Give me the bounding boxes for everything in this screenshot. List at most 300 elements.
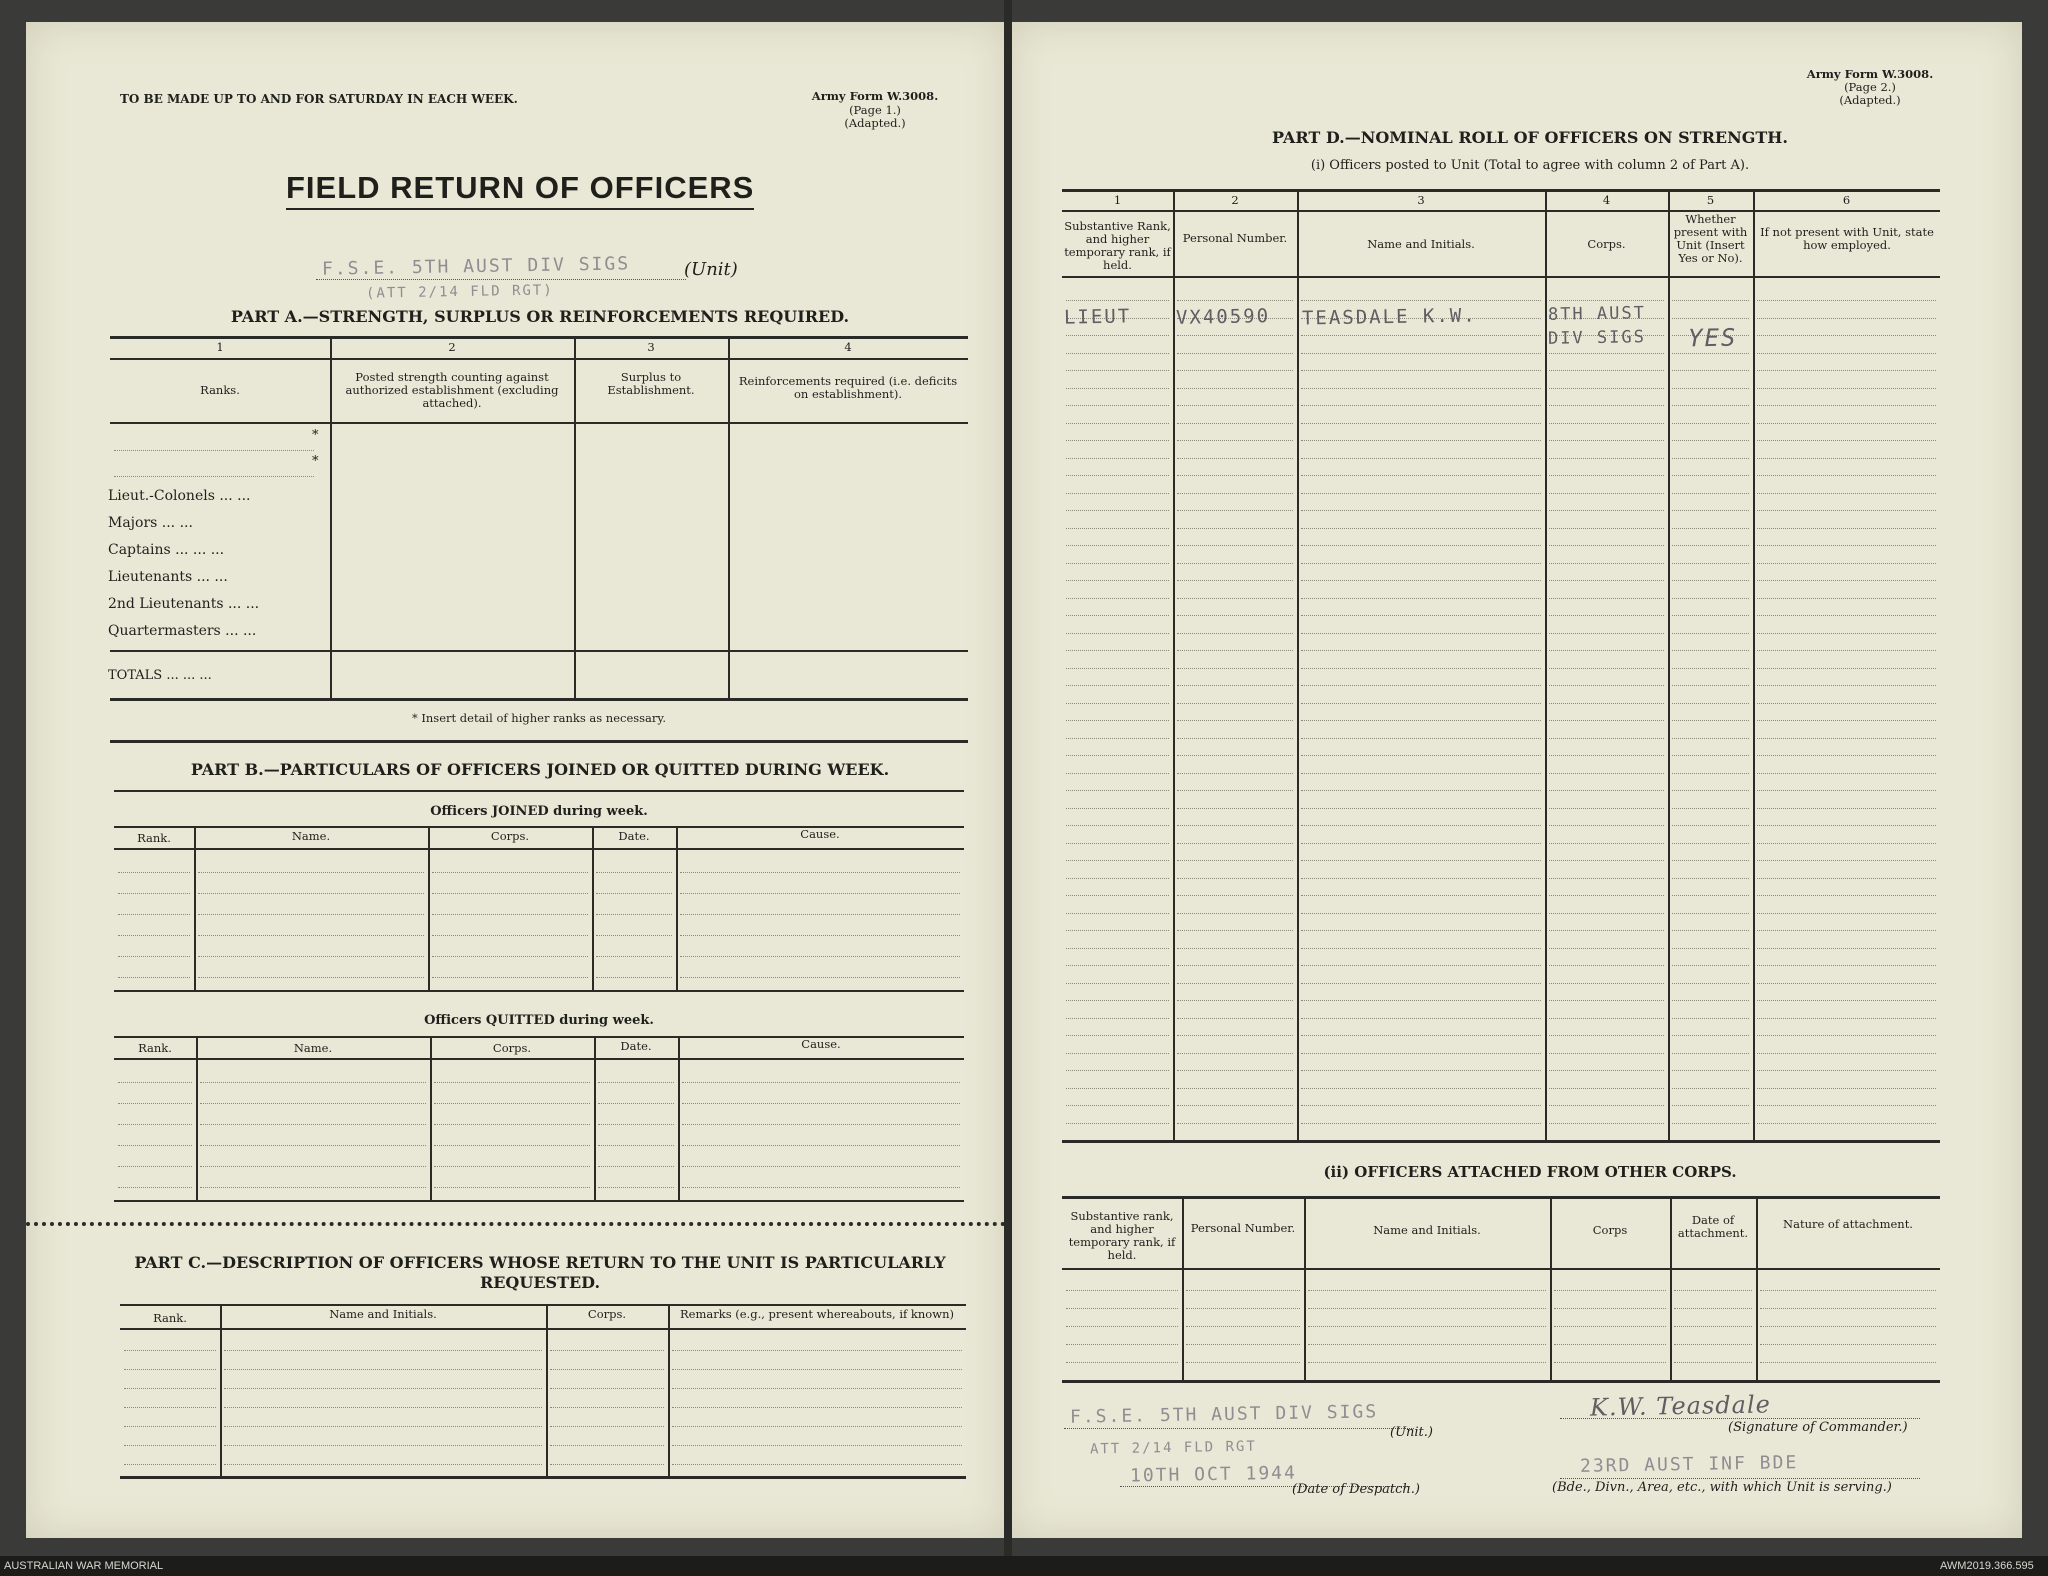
ruled-line [1757, 423, 1936, 424]
ruled-line [682, 1103, 960, 1104]
ruled-line [118, 1082, 192, 1083]
ruled-line [1301, 948, 1541, 949]
ruled-line [1549, 545, 1664, 546]
ruled-line [1757, 405, 1936, 406]
ruled-line [550, 1350, 664, 1351]
ruled-line [1066, 755, 1169, 756]
bde-handwriting: 23RD AUST INF BDE [1579, 1452, 1799, 1477]
ruled-line [198, 914, 424, 915]
page-title: FIELD RETURN OF OFFICERS [286, 170, 754, 210]
ruled-line [1672, 388, 1749, 389]
ruled-line [1757, 370, 1936, 371]
ruled-line [1177, 790, 1293, 791]
part-d-vline-5 [1753, 189, 1755, 1140]
part-d-head-corps: Corps. [1587, 237, 1626, 251]
unit-dotline [316, 279, 686, 280]
ruled-line [1757, 388, 1936, 389]
ruled-line [1177, 860, 1293, 861]
ruled-line [1177, 580, 1293, 581]
ruled-line [1757, 458, 1936, 459]
part-d2-col-corps: Corps [1592, 1223, 1628, 1237]
ruled-line [1301, 510, 1541, 511]
ruled-line [598, 1145, 674, 1146]
ruled-line [1066, 878, 1169, 879]
quitted-col-date: Date. [620, 1039, 652, 1053]
entry-present: YES [1687, 323, 1738, 353]
part-d2-col-rank: Substantive rank, and higher temporary rank, if held. [1068, 1209, 1176, 1262]
part-a-colnum-2: 2 [448, 340, 456, 354]
ruled-line [1757, 440, 1936, 441]
ruled-line [1672, 878, 1749, 879]
ruled-line [1554, 1290, 1666, 1291]
ruled-line [1672, 1123, 1749, 1124]
ruled-line [1066, 1000, 1169, 1001]
ruled-line [1760, 1308, 1936, 1309]
ruled-line [1066, 1070, 1169, 1071]
archive-credit: AUSTRALIAN WAR MEMORIAL [4, 1560, 164, 1572]
ruled-line [1549, 528, 1664, 529]
ruled-line [1301, 720, 1541, 721]
ruled-line [550, 1464, 664, 1465]
ruled-line [118, 1187, 192, 1188]
quitted-vline-3 [594, 1036, 596, 1200]
ruled-line [1549, 650, 1664, 651]
ruled-line [1177, 983, 1293, 984]
ruled-line [1672, 720, 1749, 721]
ruled-line [1301, 1035, 1541, 1036]
signature-dotline [1560, 1418, 1920, 1419]
ruled-line [124, 1445, 216, 1446]
joined-col-corps: Corps. [490, 829, 530, 843]
form-number-p2: Army Form W.3008. [1806, 67, 1934, 81]
ruled-line [1672, 773, 1749, 774]
ruled-line [1177, 388, 1293, 389]
part-c-vline-3 [668, 1304, 670, 1476]
quitted-head-rule [114, 1058, 964, 1060]
part-d-colnum-6: 6 [1842, 193, 1851, 207]
ruled-line [1549, 720, 1664, 721]
part-c-bottom-rule [120, 1476, 966, 1479]
ruled-line [1760, 1326, 1936, 1327]
ruled-line [1177, 808, 1293, 809]
ruled-line [1177, 948, 1293, 949]
ruled-line [1301, 423, 1541, 424]
ruled-line [1308, 1308, 1546, 1309]
quitted-col-rank: Rank. [138, 1041, 172, 1055]
page-spine [1004, 0, 1012, 1576]
part-d-head-rank: Substantive Rank, and higher temporary rank, if held. [1064, 219, 1171, 272]
part-a-head-reinforcements: Reinforcements required (i.e. deficits on establishment). [738, 374, 958, 401]
ruled-line [1549, 965, 1664, 966]
ruled-line [124, 1350, 216, 1351]
ruled-line [1066, 598, 1169, 599]
ruled-line [550, 1407, 664, 1408]
ruled-line [1757, 598, 1936, 599]
part-c-col-remarks: Remarks (e.g., present whereabouts, if known) [680, 1307, 954, 1321]
ruled-line [1301, 843, 1541, 844]
ruled-line [1066, 1290, 1178, 1291]
ruled-line [1757, 528, 1936, 529]
ruled-line [1301, 755, 1541, 756]
joined-vline-3 [592, 826, 594, 990]
ruled-line [598, 1124, 674, 1125]
ruled-line [596, 977, 672, 978]
ruled-line [1549, 948, 1664, 949]
ruled-line [432, 935, 588, 936]
ruled-line [1672, 598, 1749, 599]
form-adapted-p2: (Adapted.) [1839, 93, 1901, 107]
ruled-line [1757, 300, 1936, 301]
part-d-head-present: Whether present with Unit (Insert Yes or No). [1673, 212, 1748, 265]
ruled-line [1757, 1000, 1936, 1001]
ruled-line [1301, 440, 1541, 441]
ruled-line [1549, 633, 1664, 634]
ruled-line [1066, 738, 1169, 739]
signoff-unit-attached: ATT 2/14 FLD RGT [1089, 1438, 1257, 1458]
ruled-line [1177, 930, 1293, 931]
ruled-line [1066, 1362, 1178, 1363]
ruled-line [1301, 703, 1541, 704]
ruled-line [1177, 668, 1293, 669]
ruled-line [1757, 755, 1936, 756]
ruled-line [1672, 965, 1749, 966]
ruled-line [672, 1369, 962, 1370]
ruled-line [1177, 510, 1293, 511]
ruled-line [598, 1166, 674, 1167]
ruled-line [1066, 388, 1169, 389]
ruled-line [1672, 808, 1749, 809]
ruled-line [1549, 843, 1664, 844]
ruled-line [1674, 1290, 1752, 1291]
part-c-title-line-2: REQUESTED. [479, 1273, 601, 1292]
ruled-line [1301, 983, 1541, 984]
ruled-line [596, 935, 672, 936]
ruled-line [1672, 1070, 1749, 1071]
ruled-line [550, 1426, 664, 1427]
ruled-line [1177, 1000, 1293, 1001]
ruled-line [680, 893, 960, 894]
ruled-line [1757, 1018, 1936, 1019]
ruled-line [1066, 843, 1169, 844]
ruled-line [1066, 1105, 1169, 1106]
ruled-line [1549, 440, 1664, 441]
ruled-line [1301, 1070, 1541, 1071]
ruled-line [1757, 965, 1936, 966]
ruled-line [434, 1103, 590, 1104]
ruled-line [1672, 423, 1749, 424]
ruled-line [1066, 808, 1169, 809]
ruled-line [1177, 475, 1293, 476]
ruled-line [1757, 1105, 1936, 1106]
part-d-head-rule [1062, 276, 1940, 278]
part-c-title-line-1: PART C.—DESCRIPTION OF OFFICERS WHOSE RETURN TO THE UNIT IS PARTICULARLY [134, 1253, 946, 1272]
ruled-line [200, 1124, 426, 1125]
part-b-title: PART B.—PARTICULARS OF OFFICERS JOINED OR QUITTED DURING WEEK. [190, 760, 890, 779]
ruled-line [1757, 720, 1936, 721]
ruled-line [1757, 1088, 1936, 1089]
ruled-line [1301, 615, 1541, 616]
ruled-line [1549, 860, 1664, 861]
ruled-line [1066, 790, 1169, 791]
ruled-line [124, 1369, 216, 1370]
ruled-line [1066, 440, 1169, 441]
ruled-line [1066, 720, 1169, 721]
ruled-line [1177, 1018, 1293, 1019]
ruled-line [1757, 948, 1936, 949]
ruled-line [1672, 1053, 1749, 1054]
ruled-line [1549, 475, 1664, 476]
ruled-line [118, 1103, 192, 1104]
ruled-line [118, 1145, 192, 1146]
ruled-line [1301, 353, 1541, 354]
ruled-line [1177, 458, 1293, 459]
quitted-col-cause: Cause. [801, 1037, 841, 1051]
ruled-line [1308, 1326, 1546, 1327]
quitted-col-corps: Corps. [492, 1041, 532, 1055]
ruled-line [118, 977, 190, 978]
ruled-line [1549, 895, 1664, 896]
ruled-line [680, 956, 960, 957]
joined-vline-1 [194, 826, 196, 990]
ruled-line [1760, 1290, 1936, 1291]
ruled-line [596, 893, 672, 894]
ruled-line [224, 1388, 542, 1389]
ruled-line [1177, 1123, 1293, 1124]
ruled-line [1549, 388, 1664, 389]
part-a-title: PART A.—STRENGTH, SURPLUS OR REINFORCEMENTS REQUIRED. [230, 307, 850, 326]
star-mark-2: * [312, 454, 319, 469]
ruled-line [1066, 1123, 1169, 1124]
ruled-line [118, 1124, 192, 1125]
ruled-line [672, 1407, 962, 1408]
part-d2-bottom-rule [1062, 1380, 1940, 1383]
ruled-line [1757, 545, 1936, 546]
ruled-line [1177, 773, 1293, 774]
part-a-num-rule [110, 358, 968, 360]
ruled-line [1301, 930, 1541, 931]
ruled-line [224, 1464, 542, 1465]
ruled-line [1672, 545, 1749, 546]
rank-2nd-lieutenants: 2nd Lieutenants ... ... [108, 596, 260, 612]
ruled-line [1757, 335, 1936, 336]
ruled-line [1066, 475, 1169, 476]
ruled-line [1672, 860, 1749, 861]
header-note: TO BE MADE UP TO AND FOR SATURDAY IN EACH WEEK. [120, 92, 518, 106]
quitted-bottom-rule [114, 1200, 964, 1202]
ruled-line [1177, 335, 1293, 336]
ruled-line [1066, 633, 1169, 634]
ruled-line [1672, 895, 1749, 896]
ruled-line [1177, 545, 1293, 546]
ruled-line [1672, 475, 1749, 476]
ruled-line [200, 1166, 426, 1167]
ruled-line [1757, 790, 1936, 791]
ruled-line [200, 1145, 426, 1146]
ruled-line [1672, 738, 1749, 739]
ruled-line [1301, 300, 1541, 301]
perforation-line [26, 1222, 1006, 1226]
entry-corps-line-2: DIV SIGS [1547, 327, 1647, 349]
ruled-line [1066, 528, 1169, 529]
ruled-line [1672, 948, 1749, 949]
ruled-line [1177, 685, 1293, 686]
ruled-line [682, 1145, 960, 1146]
ruled-line [1672, 930, 1749, 931]
ruled-line [1177, 615, 1293, 616]
part-a-bottom-rule [110, 698, 968, 701]
ruled-line [224, 1445, 542, 1446]
unit-handwriting-attached: (ATT 2/14 FLD RGT) [365, 282, 554, 302]
part-d-head-number: Personal Number. [1182, 231, 1288, 245]
ruled-line [198, 872, 424, 873]
ruled-line [1301, 545, 1541, 546]
entry-corps-line-1: 8TH AUST [1547, 303, 1647, 325]
ruled-line [1549, 1123, 1664, 1124]
ruled-line [1301, 685, 1541, 686]
ruled-line [1672, 685, 1749, 686]
ruled-line [680, 872, 960, 873]
signature-label: (Signature of Commander.) [1728, 1420, 1908, 1435]
ruled-line [1549, 913, 1664, 914]
ruled-line [1177, 598, 1293, 599]
ruled-line [1554, 1362, 1666, 1363]
unit-handwriting: F.S.E. 5TH AUST DIV SIGS [321, 253, 631, 280]
part-c-vline-2 [546, 1304, 548, 1476]
joined-col-cause: Cause. [800, 827, 840, 841]
ruled-line [198, 977, 424, 978]
part-d-head-employed: If not present with Unit, state how employed. [1760, 225, 1934, 252]
ruled-line [1066, 510, 1169, 511]
ruled-line [1301, 1123, 1541, 1124]
part-b-rule [114, 790, 964, 792]
joined-title: Officers JOINED during week. [430, 804, 648, 819]
ruled-line [1301, 668, 1541, 669]
ruled-line [1177, 1035, 1293, 1036]
ruled-line [432, 893, 588, 894]
ruled-line [1301, 825, 1541, 826]
ruled-line [1757, 563, 1936, 564]
ruled-line [672, 1426, 962, 1427]
ruled-line [118, 1166, 192, 1167]
ruled-line [596, 914, 672, 915]
part-a-vline-3 [728, 336, 730, 699]
archive-reference: AWM2019.366.595 [1940, 1560, 2034, 1572]
part-a-vline-2 [574, 336, 576, 699]
ruled-line [1757, 615, 1936, 616]
ruled-line [1177, 300, 1293, 301]
signoff-date-handwriting: 10TH OCT 1944 [1129, 1462, 1298, 1487]
ruled-line [1301, 598, 1541, 599]
ruled-line [1549, 510, 1664, 511]
part-d-num-rule [1062, 210, 1940, 212]
ruled-line [1672, 983, 1749, 984]
part-d-colnum-1: 1 [1113, 193, 1122, 207]
ruled-line [1757, 878, 1936, 879]
part-d-colnum-5: 5 [1706, 193, 1715, 207]
ruled-line [680, 914, 960, 915]
joined-bottom-rule [114, 990, 964, 992]
signoff-unit-dotline [1064, 1428, 1414, 1429]
commander-signature: K.W. Teasdale [1589, 1390, 1772, 1422]
ruled-line [1549, 563, 1664, 564]
part-a-colnum-4: 4 [844, 340, 852, 354]
part-d-vline-2 [1297, 189, 1299, 1140]
ruled-line [224, 1350, 542, 1351]
form-page-p2: (Page 2.) [1844, 80, 1896, 94]
ruled-line [1301, 1000, 1541, 1001]
ruled-line [1549, 1018, 1664, 1019]
ruled-line [1301, 1105, 1541, 1106]
ruled-line [1757, 738, 1936, 739]
ruled-line [1301, 738, 1541, 739]
part-a-head-posted: Posted strength counting against authorized establishment (excluding attached). [345, 370, 559, 410]
rank-lieut-colonels: Lieut.-Colonels ... ... [108, 488, 251, 504]
ruled-line [1549, 580, 1664, 581]
ruled-line [1672, 458, 1749, 459]
ruled-line [1674, 1326, 1752, 1327]
ruled-line [1177, 440, 1293, 441]
ruled-line [1066, 913, 1169, 914]
ruled-line [1672, 563, 1749, 564]
ruled-line [434, 1082, 590, 1083]
ruled-line [434, 1145, 590, 1146]
ruled-line [1066, 650, 1169, 651]
ruled-line [1674, 1362, 1752, 1363]
ruled-line [1549, 685, 1664, 686]
joined-col-rank: Rank. [137, 831, 171, 845]
ruled-line [680, 935, 960, 936]
ruled-line [672, 1464, 962, 1465]
ruled-line [118, 893, 190, 894]
ruled-line [434, 1124, 590, 1125]
ruled-line [596, 872, 672, 873]
part-d-top-rule [1062, 189, 1940, 192]
rank-blank-1 [114, 450, 314, 451]
ruled-line [1308, 1344, 1546, 1345]
ruled-line [1757, 510, 1936, 511]
ruled-line [434, 1166, 590, 1167]
part-d-vline-4 [1668, 189, 1670, 1140]
ruled-line [1066, 580, 1169, 581]
ruled-line [198, 956, 424, 957]
part-a-colnum-1: 1 [216, 340, 224, 354]
ruled-line [1549, 598, 1664, 599]
part-d2-col-nature: Nature of attachment. [1783, 1217, 1913, 1231]
quitted-vline-1 [196, 1036, 198, 1200]
ruled-line [1757, 895, 1936, 896]
ruled-line [1757, 1070, 1936, 1071]
ruled-line [596, 956, 672, 957]
ruled-line [1177, 1088, 1293, 1089]
ruled-line [1549, 353, 1664, 354]
part-c-col-corps: Corps. [587, 1307, 627, 1321]
ruled-line [682, 1166, 960, 1167]
ruled-line [1549, 668, 1664, 669]
ruled-line [1549, 1053, 1664, 1054]
ruled-line [1066, 965, 1169, 966]
joined-vline-4 [676, 826, 678, 990]
ruled-line [1549, 878, 1664, 879]
ruled-line [1301, 808, 1541, 809]
ruled-line [1186, 1308, 1300, 1309]
ruled-line [1177, 1070, 1293, 1071]
ruled-line [1301, 370, 1541, 371]
ruled-line [1066, 545, 1169, 546]
totals-label: TOTALS ... ... ... [108, 668, 212, 683]
joined-col-date: Date. [618, 829, 650, 843]
part-a-separator [110, 740, 968, 743]
ruled-line [1066, 860, 1169, 861]
